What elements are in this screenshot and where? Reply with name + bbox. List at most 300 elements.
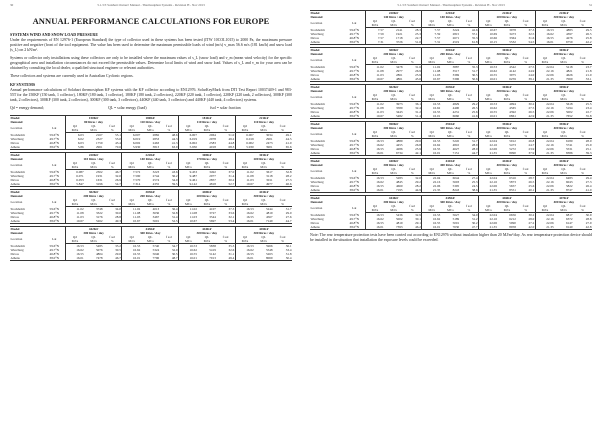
table-cell: 21.35 [535,225,554,230]
qd-header: Qd [65,161,84,165]
fsol-header: f sol [466,167,472,171]
unit-label: MJ/a [535,97,554,102]
table-cell: 10.67 [235,182,254,187]
table-cell: 4018 [197,145,216,150]
model-name: 303KF [535,48,592,53]
table-cell: 3473 [509,32,516,36]
fsol-header: f sol [109,197,116,202]
demand-label: Demand [10,119,23,124]
unit-label: MJ/a [235,165,254,170]
unit-label: MJ/a [554,134,573,139]
table-cell: 28.8 [115,214,121,219]
table-cell: 5395 [452,184,460,188]
table-cell: 2964 [209,132,216,137]
table-cell: 4627 [452,147,460,151]
performance-table [310,47,592,82]
unit-label: % [103,202,122,207]
table-cell: 50.4 [273,256,292,261]
qd-header: Qd [479,19,498,23]
table-cell: 2815 [452,32,460,36]
table-cell: 22.16 [535,69,554,73]
latitude-value: 46.8°N [349,73,360,77]
table-cell: 30.5 [115,247,121,252]
table-cell: 16.01 [479,77,498,82]
table-cell: 3517 [452,69,460,73]
table-cell: 4821 [565,69,573,73]
table-cell: 6.007 [235,132,254,137]
unit-label: MJ/a [441,171,460,176]
table-cell: 11.03 [235,178,254,182]
table-cell: 27.9 [585,221,592,225]
unit-label: % [460,60,479,65]
table-cell: 22.04 [479,213,498,218]
table-cell: 11.02 [235,169,254,174]
unit-label: MJ/a [535,208,554,213]
table-cell: 5473 [509,143,516,147]
unit-label: % [516,23,535,28]
table-cell: 4355 [141,182,160,187]
fsol-header: f sol [222,160,229,165]
table-cell: 32.8 [171,210,178,215]
unit-label: MJ/a [254,239,273,244]
definitions-line [10,106,292,113]
model-name: 443KF [535,159,592,164]
latitude-header: Lat [52,126,57,131]
model-label: Model [10,226,65,231]
fsol-header: f sol [222,234,229,239]
model-name: 445KF [422,196,479,201]
table-cell: 10.67 [479,28,498,33]
table-cell: 4994 [509,102,516,106]
table-cell: 6.019 [235,137,254,141]
table-cell: 30.2 [471,221,478,225]
unit-label: MJ/a [422,171,441,176]
demand-value: 200 litres / day [65,194,122,198]
unit-label: MJ/a [365,97,384,102]
location-name: Athens [10,219,44,224]
location-name: Wurzburg [10,210,24,215]
table-cell: 41.6 [460,114,479,119]
unit-label: % [403,60,422,65]
model-name: 220KF [65,152,122,157]
location-name: Wurzburg [310,32,324,36]
table-cell: 3176 [95,214,103,219]
ql-header: QL [448,204,453,208]
table-cell: 16.55 [422,147,441,151]
table-cell: 9.142 [179,182,198,187]
fsol-header: f sol [279,160,286,165]
table-cell: 39.3 [573,151,592,156]
unit-label: MJ/a [554,208,573,213]
table-cell: 2671 [452,36,460,40]
demand-value: 200 litres / day [479,15,536,19]
table-cell: 3887 [452,65,460,69]
fsol-header: f sol [522,204,529,208]
ql-header: QL [504,130,510,134]
running-head: 5.1.3 E Solahart Owners' Manual - Thermosiphon Systems - Revision H - Nov 2013 [97,3,205,7]
location-name: Stockholm [10,243,25,248]
table-cell: 5912 [509,139,516,143]
table-cell: 4142 [509,69,516,73]
qd-header: Qd [235,235,254,239]
performance-table [10,189,292,224]
ql-header: QL [91,123,96,128]
table-cell: 7.570 [122,178,141,182]
table-cell: 28.8 [585,217,592,221]
fsol-header: f sol [409,130,416,134]
model-name: 301KF [235,152,292,157]
latitude-value: 38.0°N [44,256,65,261]
latitude-header: Lat [352,21,357,26]
unit-label: % [460,171,479,176]
table-cell: 6817 [565,213,573,217]
table-cell: 1631 [95,177,103,182]
table-cell: 16.01 [122,256,141,261]
table-cell: 11.03 [179,215,198,219]
table-cell: 4231 [452,110,460,114]
table-cell: 30.5 [471,73,478,77]
latitude-value: 38.0°N [44,145,65,150]
model-name: 443KF [122,226,179,231]
latitude-value: 38.0°N [344,114,365,119]
table-cell: 16.62 [365,180,384,184]
fsol-header: f sol [409,19,416,23]
table-cell: 4829 [452,102,460,106]
table-cell: 4845 [395,180,403,184]
table-cell: 16.62 [179,248,198,252]
table-cell: 11.03 [122,215,141,219]
performance-table [310,10,592,45]
table-cell: 32.5 [528,32,535,36]
table-cell: 5697 [197,219,216,224]
fsol-header: f sol [279,234,286,239]
table-cell: 36.2 [171,173,178,178]
table-cell: 16.01 [65,256,84,261]
table-cell: 5603 [452,180,460,184]
table-cell: 27.3 [285,177,292,182]
demand-value: 300 litres / day [479,89,536,93]
table-cell: 16.53 [422,213,441,218]
table-cell: 26.4 [585,184,592,188]
unit-label: MJ/a [141,165,160,170]
demand-label: Demand [310,15,323,19]
table-cell: 3748 [95,206,103,211]
table-cell: 16.62 [479,106,498,110]
table-cell: 37.9 [516,151,535,156]
table-cell: 35.3 [471,65,478,69]
table-cell: 10.69 [479,32,498,36]
table-cell: 25.9 [415,73,421,77]
performance-table-block [10,115,292,150]
location-header: Location [310,169,323,174]
table-cell: 38.6 [460,188,479,193]
latitude-value: 38.0°N [44,182,65,187]
location-header: Location [10,237,23,242]
latitude-value: 49.7°N [349,106,360,110]
unit-label: MJ/a [554,23,573,28]
table-cell: 5283 [395,176,403,180]
table-cell: 31.2 [471,217,478,221]
qd-header: Qd [535,19,554,23]
ql-header: QL [391,167,396,171]
table-cell: 16.01 [535,40,554,45]
unit-label: % [573,97,592,102]
qd-header: Qd [365,56,384,60]
fsol-header: f sol [579,204,586,208]
table-cell: 4819 [265,210,273,215]
page-number-right: 31 [588,3,592,7]
qd-header: Qd [365,130,384,134]
paragraph-cyclonic: These collectors and systems are currently used in Australian Cyclonic regions. [10,74,134,79]
table-cell: 24.7 [528,143,535,147]
table-cell: 11.08 [365,106,384,110]
table-cell: 5.86 [65,145,84,150]
table-cell: 22.06 [479,147,498,151]
table-cell: 36.1 [415,102,421,106]
table-cell: 34.0 [471,213,478,217]
table-cell: 30.5 [171,251,178,256]
table-cell: 26.9 [115,177,121,182]
table-cell: 16.53 [535,28,554,33]
table-cell: 65.6 [273,145,292,150]
model-name: 220KF [365,11,422,16]
table-cell: 16.53 [365,176,384,181]
unit-label: MJ/a [179,239,198,244]
table-cell: 3727 [209,210,216,215]
table-cell: 54.5 [516,40,535,45]
table-cell: 6.053 [65,178,84,182]
unit-label: % [516,60,535,65]
fsol-header: f sol [166,197,172,202]
unit-label: % [516,171,535,176]
qd-header: Qd [235,161,254,165]
table-cell: 37.0 [228,169,235,174]
model-label: Model [10,115,65,120]
table-cell: 16.55 [479,110,498,114]
table-cell: 2574 [152,177,160,182]
table-cell: 46.2 [403,225,422,230]
unit-label: MJ/a [84,202,103,207]
table-cell: 4804 [95,251,103,256]
location-name: Davos [310,184,319,188]
location-name: Davos [310,36,319,40]
table-cell: 32.0 [171,247,178,252]
table-cell: 16.62 [235,211,254,215]
running-head-right: 5.1.3 E Solahart Owners' Manual - Thermosiphon Systems - Revision H - Nov 2013 [397,3,505,7]
performance-table [310,158,592,193]
table-cell: 7796 [141,256,160,261]
unit-label: MJ/a [497,171,516,176]
qd-header: Qd [535,93,554,97]
table-cell: 7.59 [422,32,441,36]
fsol-header: f sol [579,19,586,23]
location-name: Athens [310,77,344,82]
unit-label: MJ/a [197,202,216,207]
table-cell: 51.0 [228,132,235,137]
unit-label: MJ/a [554,171,573,176]
table-cell: 11.08 [365,69,384,73]
table-cell: 16.55 [365,221,384,225]
ql-header: QL [261,123,266,128]
latitude-value: 49.7°N [349,180,360,184]
table-cell: 5.930 [179,145,198,150]
table-cell: 48.7 [160,256,179,261]
unit-label: MJ/a [441,208,460,213]
table-cell: 28.2 [285,173,292,178]
demand-value: 300 litres / day [179,231,236,235]
unit-label: % [273,128,292,133]
table-cell: 7.59 [365,32,384,36]
ql-header: QL [204,234,210,239]
performance-table [10,115,292,150]
unit-label: % [516,97,535,102]
demand-value: 140 litres / day [422,15,479,19]
table-cell: 4883 [565,28,573,32]
unit-label: MJ/a [497,97,516,102]
location-header: Location [310,21,323,26]
table-cell: 11.03 [365,73,384,77]
ql-header: QL [91,160,96,165]
table-cell: 70.6 [103,145,122,150]
unit-label: % [160,128,179,133]
ql-header: QL [391,19,396,23]
table-cell: 8090 [497,151,516,156]
table-cell: 4397 [565,32,573,36]
location-name: Athens [10,182,44,187]
latitude-value: 46.8°N [49,214,60,219]
latitude-value: 38.0°N [44,219,65,224]
model-name: 447KF [535,196,592,201]
performance-table-block [310,10,592,45]
ql-header: QL [448,93,453,97]
table-cell: 33.1 [573,77,592,82]
unit-label: MJ/a [479,97,498,102]
table-cell: 42.6 [471,28,478,32]
ql-header: QL [391,204,396,208]
demand-label: Demand [310,200,323,204]
table-cell: 6.019 [179,137,198,141]
table-cell: 7630 [441,225,460,230]
model-name: 303KF [422,85,479,90]
table-cell: 7.57 [422,28,441,33]
ql-header: QL [261,197,266,202]
location-header: Location [310,58,323,63]
location-name: Wurzburg [10,247,24,252]
left-performance-tables [10,115,292,261]
performance-table-block [10,152,292,187]
table-cell: 6861 [497,114,516,119]
unit-label: MJ/a [422,134,441,139]
model-name: 300KF [179,152,236,157]
table-cell: 31.4 [171,214,178,219]
table-cell: 41.3 [171,140,178,145]
table-cell: 30.2 [228,177,235,182]
table-cell: 25.5 [585,102,592,106]
table-cell: 2302 [95,169,103,174]
table-cell: 22.04 [479,139,498,144]
table-cell: 6.03 [65,132,84,137]
model-name: 445KF [235,226,292,231]
ql-header: QL [504,56,510,60]
demand-value: 110 litres / day [65,157,122,161]
table-cell: 61.8 [460,40,479,45]
model-name: 303KF [122,189,179,194]
performance-table [310,195,592,230]
demand-label: Demand [10,156,23,161]
model-name: 440KF [179,189,236,194]
table-cell: 21.35 [479,188,498,193]
model-name: 302KF [479,48,536,53]
table-cell: 49.1 [285,132,292,137]
table-cell: 5.930 [122,145,141,150]
table-cell: 9.487 [179,174,198,178]
table-cell: 31.6 [415,65,421,69]
table-cell: 6.007 [122,132,141,137]
latitude-header: Lat [52,163,57,168]
qd-header: Qd [422,56,441,60]
table-cell: 5002 [565,110,573,114]
unit-label: MJ/a [235,239,254,244]
qd-header: Qd [365,19,384,23]
table-cell: 16.53 [365,139,384,144]
table-cell: 3492 [209,169,216,174]
table-cell: 5548 [265,247,273,252]
location-name: Stockholm [310,64,325,69]
model-name: 221KF [235,115,292,120]
table-cell: 2978 [209,136,216,141]
table-cell: 6660 [441,114,460,119]
table-cell: 22.06 [479,221,498,225]
latitude-value: 59.6°N [49,206,60,211]
table-row [10,145,292,150]
unit-label: MJ/a [441,60,460,65]
table-cell: 3813 [141,145,160,150]
demand-value: 300 litres / day [535,15,592,19]
table-cell: 3617 [265,169,273,174]
unit-label: MJ/a [141,128,160,133]
table-cell: 16.01 [422,114,441,119]
ql-header: QL [561,19,566,23]
table-cell: 54.7 [103,182,122,187]
definition-qd: Qd = energy demand; [10,105,44,110]
right-page [300,0,600,424]
table-cell: 6759 [554,40,573,45]
unit-label: MJ/a [122,239,141,244]
latitude-value: 46.8°N [349,147,360,151]
table-cell: 31.8 [285,251,292,256]
unit-label: MJ/a [365,171,384,176]
table-cell: 31.7 [471,139,478,143]
demand-value: 400 litres / day [535,52,592,56]
table-cell: 5531 [565,147,573,151]
model-label: Model [310,122,365,127]
table-cell: 2882 [152,132,160,137]
table-cell: 26.8 [415,143,421,147]
table-cell: 25.9 [585,143,592,147]
table-cell: 5436 [395,213,403,217]
qd-header: Qd [65,235,84,239]
location-header: Location [10,163,23,168]
ql-header: QL [504,93,510,97]
fsol-header: f sol [109,234,116,239]
table-cell: 31.4 [228,173,235,178]
demand-value: 400 litres / day [535,163,592,167]
table-cell: 37.1 [471,32,478,36]
table-cell: 5396 [441,77,460,82]
latitude-value: 49.7°N [349,217,360,221]
unit-label: % [216,128,235,133]
unit-label: MJ/a [441,134,460,139]
